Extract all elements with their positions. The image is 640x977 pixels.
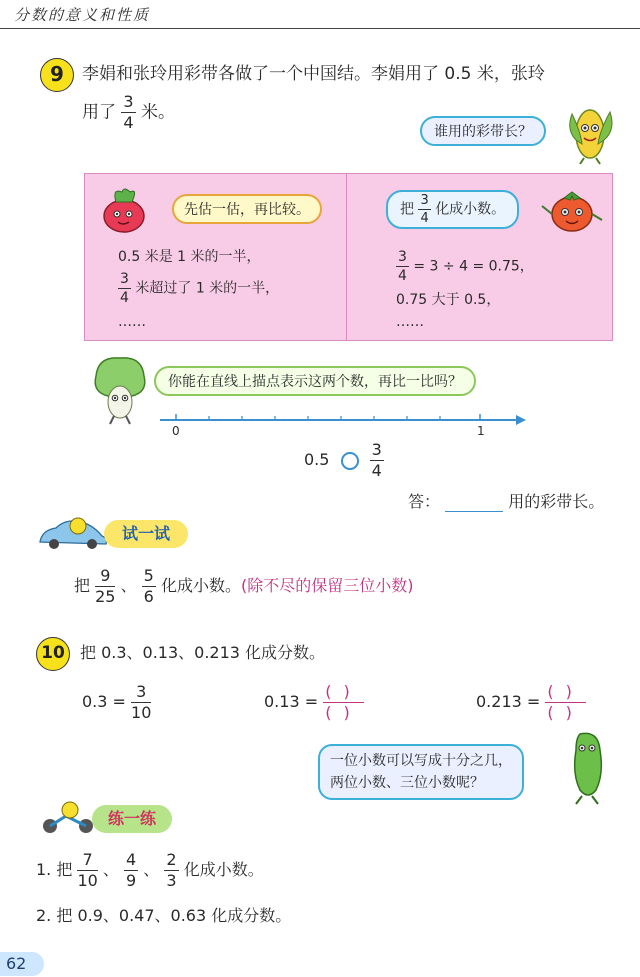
compare-expression: 0.5 $\frac{3}{4}$ [304,440,382,480]
fraction-3-4: $\frac{3}{4}$ [420,193,429,226]
motorbike-icon [38,800,98,836]
page-number: 62 [6,954,27,973]
left-line1: 0.5 米是 1 米的一半， [118,249,261,265]
example-9-line1: 李娟和张玲用彩带各做了一个中国结。李娟用了 0.5 米，张玲 [82,64,545,84]
fraction-3-4: $\frac{3}{4}$ [123,92,134,132]
convert-bubble: 把 $\frac{3}{4}$ 化成小数。 [386,190,519,229]
cabbage-character-icon [88,352,152,426]
example-9-badge: 9 [40,58,74,92]
car-icon [36,516,110,550]
corn-character-icon [560,100,620,166]
right-line1: $\frac{3}{4}$ = 3 ÷ 4 = 0.75， [398,249,534,284]
chapter-header: 分数的意义和性质 [14,6,151,24]
fraction-2-3: $\frac{2}{3}$ [166,850,177,890]
fraction-5-6: $\frac{5}{6}$ [143,566,154,606]
try-it-tag: 试一试 [104,520,188,548]
left-line3: …… [118,314,146,330]
fraction-3-10: $\frac{3}{10}$ [131,682,152,722]
answer-line: 答： 用的彩带长。 [408,492,605,511]
tomato-character-icon [540,184,604,236]
left-line2: $\frac{3}{4}$ 米超过了 1 米的一半， [120,271,280,306]
number-line [150,410,530,444]
blank-fraction[interactable]: $\frac{()}{()}$ [547,682,584,722]
fraction-3-4: $\frac{3}{4}$ [120,271,129,306]
fraction-4-9: $\frac{4}{9}$ [126,850,137,890]
blank-fraction[interactable]: $\frac{()}{()}$ [325,682,362,722]
example-10-text: 把 0.3、0.13、0.213 化成分数。 [80,643,326,662]
try-it-note: (除不尽的保留三位小数) [240,576,414,595]
try-it-line: 把 $\frac{9}{25}$ 、 $\frac{5}{6}$ 化成小数。(除不尽的保留三位小数) [74,566,414,606]
example-9-line2-prefix: 用了 [82,102,116,123]
fraction-7-10: $\frac{7}{10}$ [77,850,98,890]
fraction-3-4: $\frac{3}{4}$ [371,440,382,480]
radish-character-icon [98,186,154,234]
example-10-badge: 10 [36,637,70,671]
equation-3: 0.213 = $\frac{()}{()}$ [476,682,584,722]
answer-blank[interactable] [445,494,503,512]
number-line-bubble: 你能在直线上描点表示这两个数，再比一比吗？ [154,366,476,396]
example-9-line2 [82,94,175,131]
equation-2: 0.13 = $\frac{()}{()}$ [264,682,362,722]
question-bubble: 谁用的彩带长？ [420,116,546,146]
compare-circle-blank[interactable] [341,452,359,470]
fraction-9-25: $\frac{9}{25}$ [95,566,116,606]
right-line3: …… [396,314,424,330]
practice-tag: 练一练 [92,805,172,833]
tick-label-1: 1 [477,424,485,438]
example-9-line2-suffix: 米。 [141,102,175,123]
comparison-divider [346,173,347,341]
equation-1: 0.3 = $\frac{3}{10}$ [82,682,152,722]
estimate-bubble: 先估一估，再比较。 [172,194,322,224]
pea-character-icon [562,730,612,806]
tick-label-0: 0 [172,424,180,438]
practice-item-2: 2. 把 0.9、0.47、0.63 化成分数。 [36,906,292,925]
hint-bubble: 一位小数可以写成十分之几， 两位小数、三位小数呢？ [318,744,524,800]
practice-item-1: 1. 把 $\frac{7}{10}$ 、 $\frac{4}{9}$ 、 $\frac{2}{3}$ 化成小数。 [36,850,264,890]
fraction-3-4: $\frac{3}{4}$ [398,249,407,284]
right-line2: 0.75 大于 0.5， [396,292,501,308]
header-rule [0,28,640,29]
